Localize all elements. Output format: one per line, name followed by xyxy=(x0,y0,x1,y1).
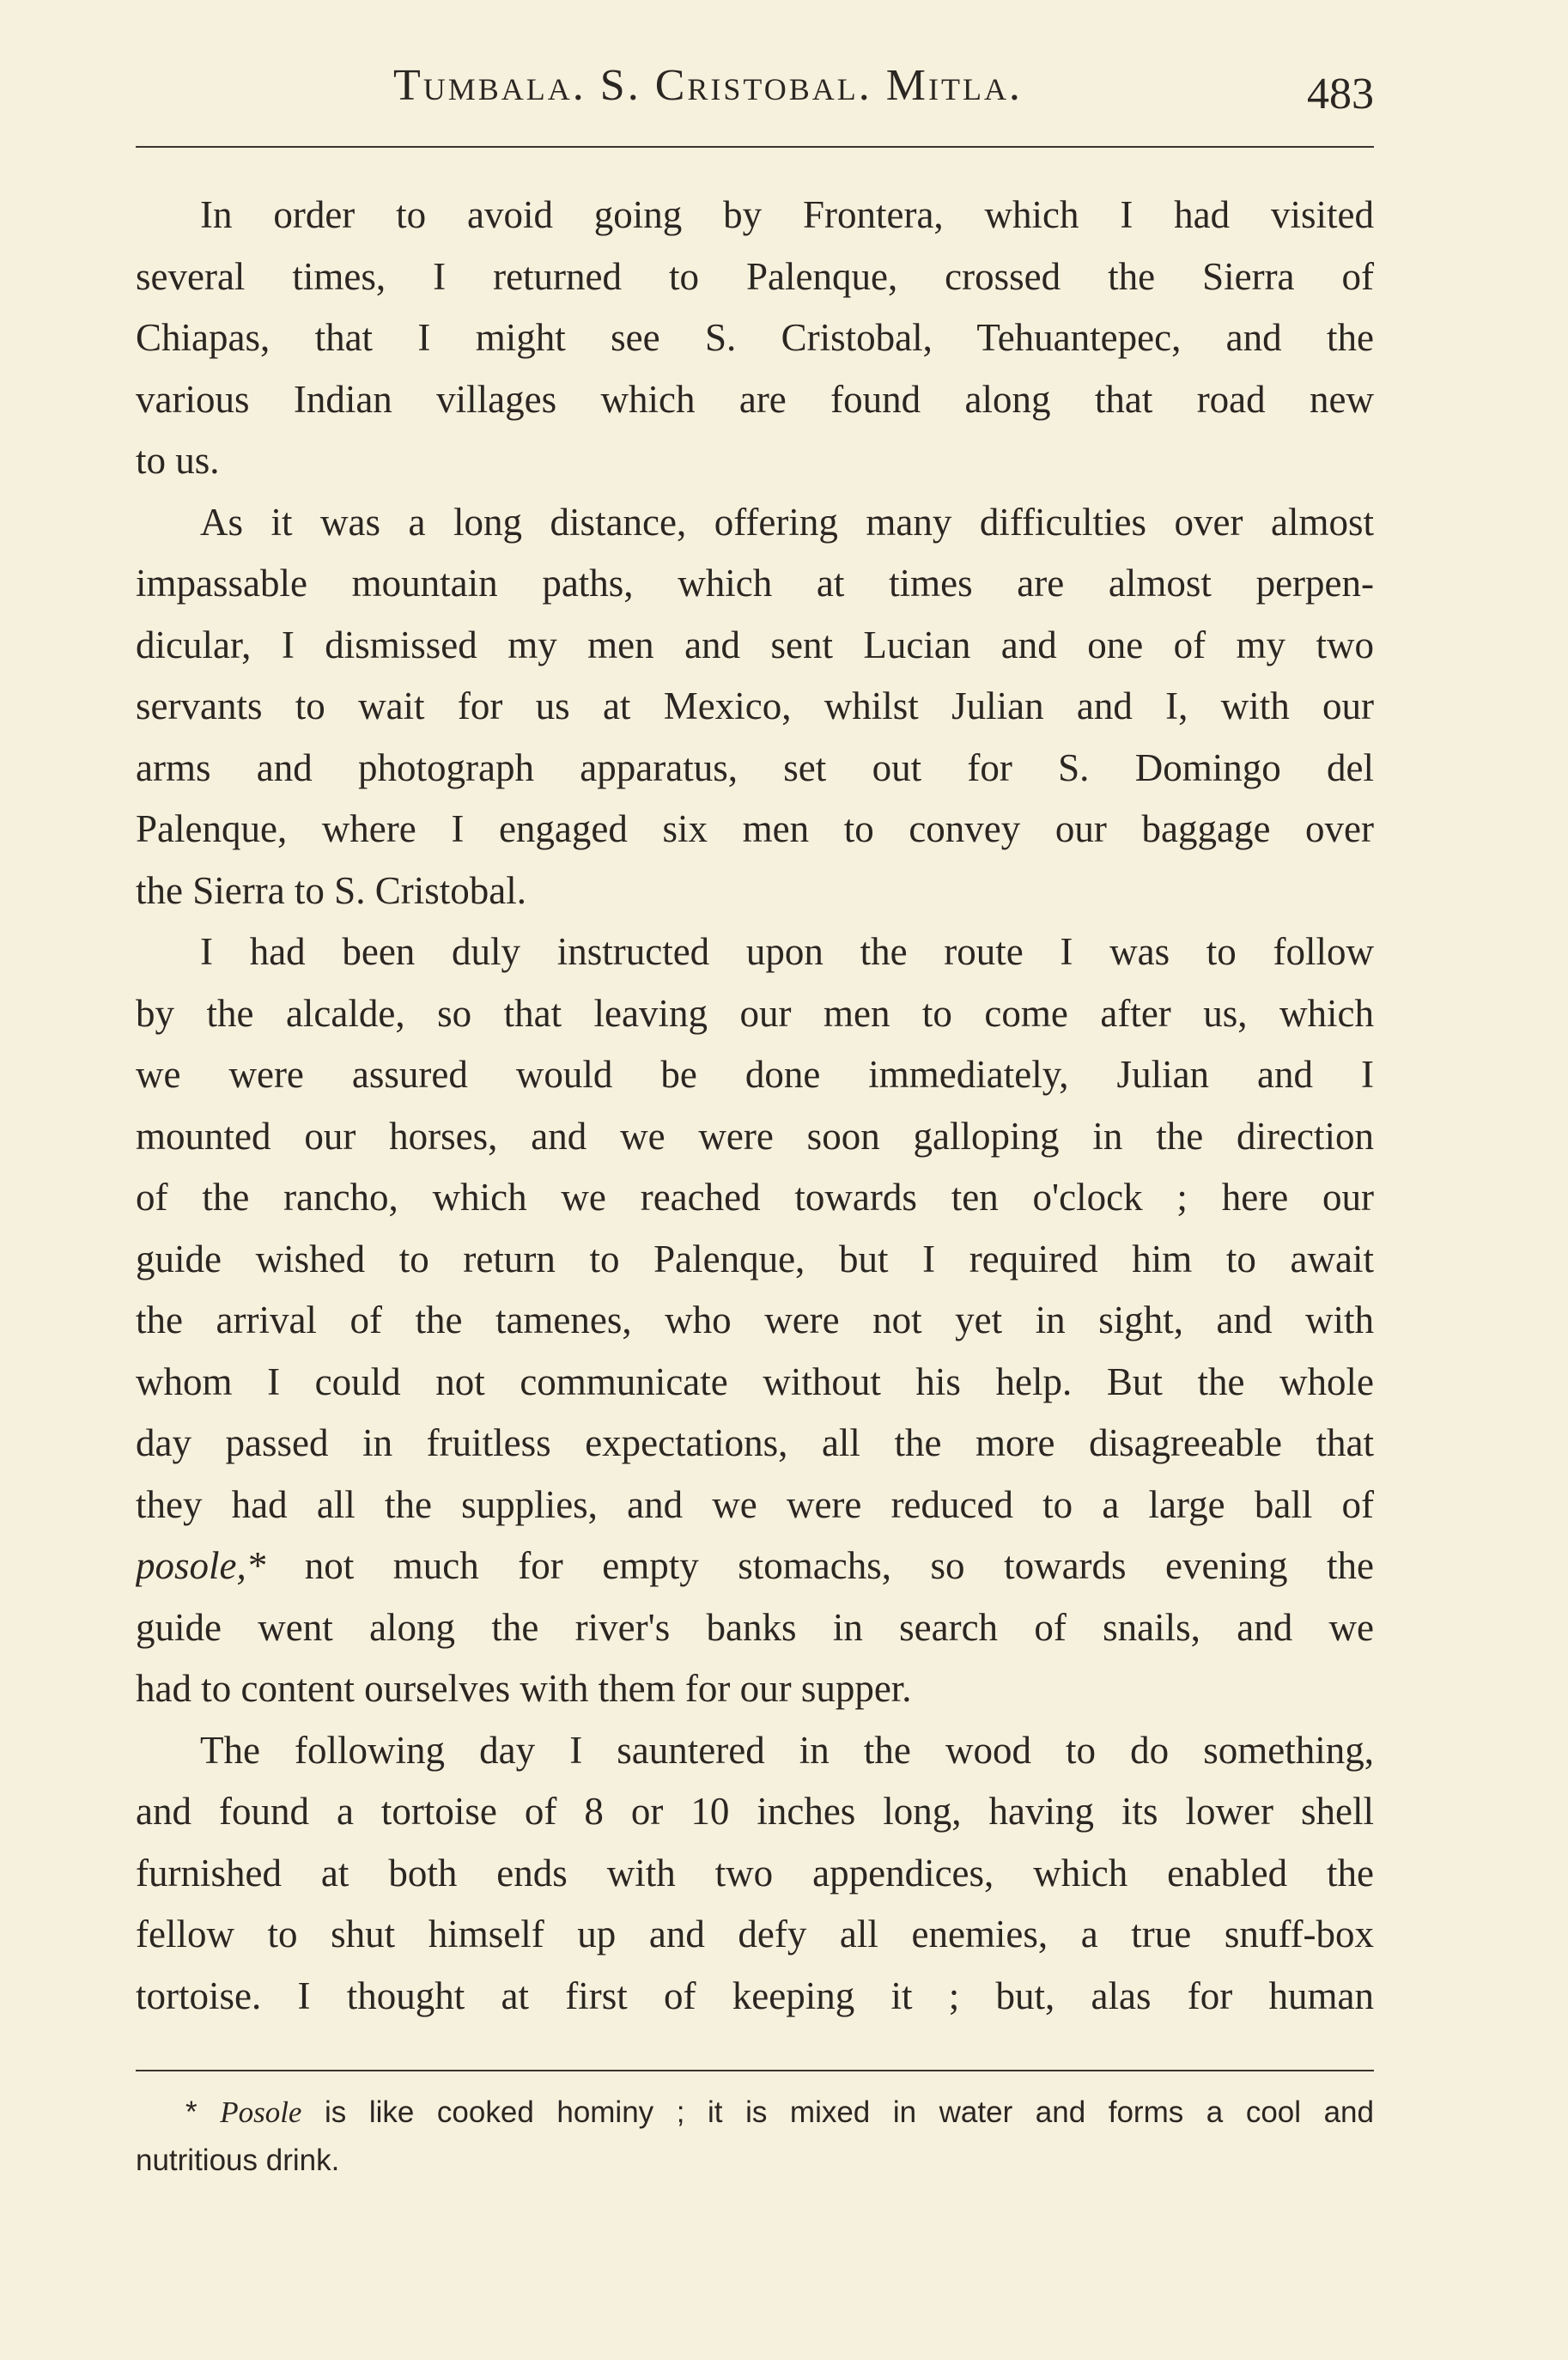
posole-term: posole,* xyxy=(136,1544,266,1587)
text-line: the arrival of the tamenes, who were not yet in sight, and with xyxy=(136,1299,1374,1341)
footnote-rule xyxy=(136,2070,1374,2071)
footnote-text: is like cooked hominy ; it is mixed in water and forms a cool and xyxy=(325,2095,1374,2129)
running-head xyxy=(136,60,1374,129)
text-line: furnished at both ends with two appendices, which enabled the xyxy=(136,1851,1374,1895)
footnote-term: Posole xyxy=(220,2095,302,2129)
text-line: had to content ourselves with them for our supper. xyxy=(136,1667,912,1710)
running-title: Tumbala. S. Cristobal. Mitla. xyxy=(393,61,1023,110)
text-line: tortoise. I thought at first of keeping it ; but, alas for human xyxy=(136,1974,1374,2017)
body-text xyxy=(136,185,1374,2027)
text-line: day passed in fruitless expectations, all the more disagreeable that xyxy=(136,1421,1374,1464)
text-line: and found a tortoise of 8 or 10 inches long, having its lower shell xyxy=(136,1790,1374,1833)
text-line: I had been duly instructed upon the route I was to follow xyxy=(200,930,1374,973)
text-line: guide went along the river's banks in search of snails, and we xyxy=(136,1605,1374,1649)
text-line: fellow to shut himself up and defy all enemies, a true snuff-box xyxy=(136,1913,1374,1956)
text-line: various Indian villages which are found along that road new xyxy=(136,377,1374,421)
text-line: Chiapas, that I might see S. Cristobal, Tehuantepec, and the xyxy=(136,316,1374,359)
footnote-marker: * xyxy=(185,2095,198,2129)
page-number: 483 xyxy=(1307,70,1374,119)
text-line: servants to wait for us at Mexico, whilst Julian and I, with our xyxy=(136,684,1374,727)
text-line: Palenque, where I engaged six men to convey our baggage over xyxy=(136,807,1374,850)
text-line: guide wished to return to Palenque, but I required him to await xyxy=(136,1237,1374,1280)
text-line: dicular, I dismissed my men and sent Lucian and one of my two xyxy=(136,623,1374,666)
text-line: the Sierra to S. Cristobal. xyxy=(136,868,526,912)
text-line: As it was a long distance, offering many difficulties over almost xyxy=(200,500,1374,544)
text-line: to us. xyxy=(136,439,220,482)
text-line: we were assured would be done immediately, Julian and I xyxy=(136,1053,1374,1096)
posole-line-rest: not much for empty stomachs, so towards evening the xyxy=(304,1544,1374,1587)
footnote xyxy=(136,2089,1374,2185)
header-rule xyxy=(136,146,1374,148)
footnote-line xyxy=(136,2089,1374,2137)
text-line: The following day I sauntered in the wood to do something, xyxy=(200,1728,1374,1772)
text-line-posole xyxy=(136,1536,1374,1597)
text-line: by the alcalde, so that leaving our men to come after us, which xyxy=(136,991,1374,1035)
text-line: arms and photograph apparatus, set out for S. Domingo del xyxy=(136,745,1374,789)
text-line: mounted our horses, and we were soon galloping in the direction xyxy=(136,1114,1374,1158)
text-line: whom I could not communicate without his help. But the whole xyxy=(136,1359,1374,1403)
text-line: several times, I returned to Palenque, crossed the Sierra of xyxy=(136,254,1374,298)
footnote-line: nutritious drink. xyxy=(136,2144,340,2177)
text-line: In order to avoid going by Frontera, which I had visited xyxy=(200,193,1374,236)
text-line: of the rancho, which we reached towards ten o'clock ; here our xyxy=(136,1176,1374,1219)
text-line: impassable mountain paths, which at times are almost perpen- xyxy=(136,562,1374,605)
text-line: they had all the supplies, and we were reduced to a large ball of xyxy=(136,1482,1374,1526)
